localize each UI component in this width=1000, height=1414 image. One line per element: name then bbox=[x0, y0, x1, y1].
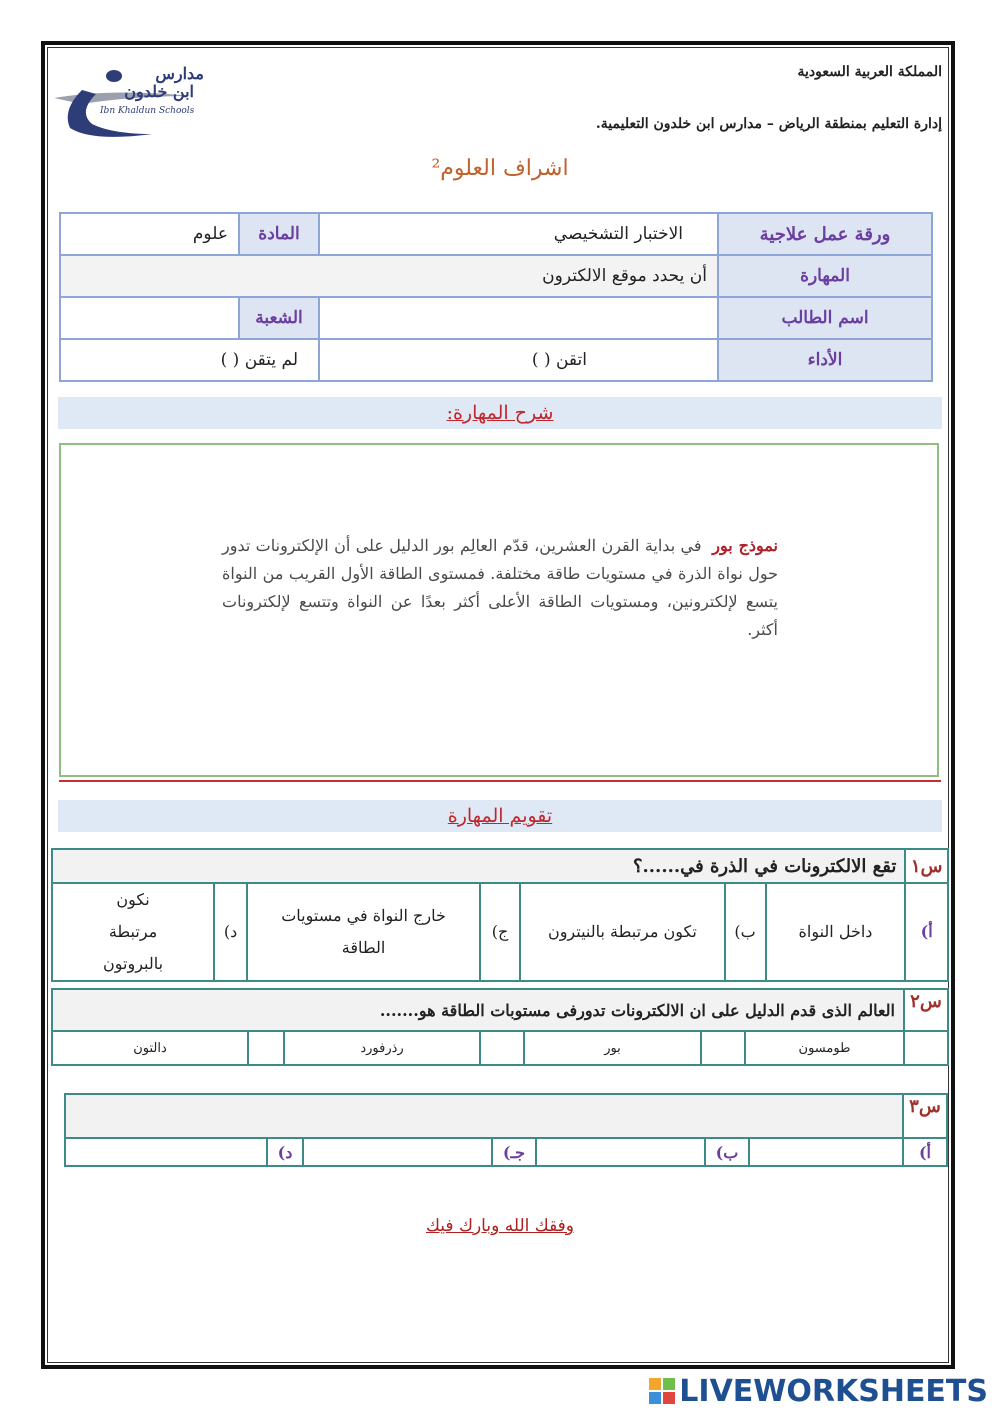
closing-blessing: وفقك الله وبارك فيك bbox=[425, 1216, 575, 1236]
divider-line bbox=[59, 780, 941, 782]
q3-option-d-letter: د) bbox=[267, 1138, 303, 1166]
q3-option-c-letter: جـ) bbox=[492, 1138, 536, 1166]
q3-option-d[interactable] bbox=[65, 1138, 267, 1166]
info-row-skill bbox=[60, 255, 932, 297]
skill-value: أن يحدد موقع الالكترون bbox=[60, 255, 718, 297]
question-2-options bbox=[52, 1031, 948, 1065]
test-name: الاختبار التشخيصي bbox=[319, 213, 718, 255]
q3-option-b-letter: ب) bbox=[705, 1138, 749, 1166]
q1-option-d-letter: د) bbox=[214, 883, 247, 981]
question-3-header bbox=[65, 1094, 947, 1138]
skill-label: المهارة bbox=[718, 255, 932, 297]
performance-label: الأداء bbox=[718, 339, 932, 381]
q3-option-b[interactable] bbox=[536, 1138, 705, 1166]
question-2-table bbox=[51, 988, 949, 1066]
bohr-model-keyword: نموذج بور bbox=[712, 536, 779, 555]
subject-label: المادة bbox=[239, 213, 319, 255]
question-1-options bbox=[52, 883, 948, 981]
info-row-student bbox=[60, 297, 932, 339]
q1-option-b-letter: ب) bbox=[725, 883, 766, 981]
question-2-number: س٢ bbox=[904, 989, 948, 1031]
school-logo bbox=[52, 62, 212, 142]
question-1-number: س١ bbox=[905, 849, 948, 883]
liveworksheets-brand[interactable] bbox=[649, 1374, 988, 1409]
student-name-field[interactable] bbox=[319, 297, 718, 339]
question-1-text: تقع الالكترونات في الذرة في......؟ bbox=[52, 849, 905, 883]
q2-option-d[interactable]: دالتون bbox=[52, 1031, 248, 1065]
info-row-performance bbox=[60, 339, 932, 381]
brand-text: LIVEWORKSHEETS bbox=[679, 1374, 988, 1409]
question-3-table bbox=[64, 1093, 948, 1167]
evaluation-heading: تقويم المهارة bbox=[58, 800, 942, 832]
kingdom-title: المملكة العربية السعودية bbox=[797, 64, 942, 80]
info-row-title bbox=[60, 213, 932, 255]
section-field[interactable] bbox=[60, 297, 239, 339]
q2-option-d-letter bbox=[248, 1031, 284, 1065]
supervision-title: اشراف العلوم² bbox=[431, 156, 569, 181]
q1-option-c-letter: ج) bbox=[480, 883, 520, 981]
logo-text-ibn-khaldun: ابن خلدون bbox=[124, 82, 194, 101]
q3-option-c[interactable] bbox=[303, 1138, 492, 1166]
q2-option-c-letter bbox=[480, 1031, 524, 1065]
mastered-option[interactable]: اتقن ( ) bbox=[319, 339, 718, 381]
worksheet-info-table bbox=[59, 212, 933, 382]
question-2-text: العالم الذى قدم الدليل على ان الالكترونات تدورفى مستوبات الطاقة هو....... bbox=[52, 989, 904, 1031]
question-1-table bbox=[51, 848, 949, 982]
student-name-label: اسم الطالب bbox=[718, 297, 932, 339]
q3-option-a-letter: أ) bbox=[903, 1138, 947, 1166]
q2-option-c[interactable]: رذرفورد bbox=[284, 1031, 480, 1065]
not-mastered-option[interactable]: لم يتقن ( ) bbox=[60, 339, 319, 381]
explanation-heading: شرح المهارة: bbox=[58, 397, 942, 429]
q2-option-b-letter bbox=[701, 1031, 745, 1065]
q2-option-b[interactable]: بور bbox=[524, 1031, 701, 1065]
subject-value: علوم bbox=[60, 213, 239, 255]
logo-text-english: Ibn Khaldun Schools bbox=[100, 106, 195, 116]
logo-text-madaris: مدارس bbox=[155, 64, 204, 83]
explanation-text bbox=[222, 532, 778, 644]
section-label: الشعبة bbox=[239, 297, 319, 339]
question-2-header bbox=[52, 989, 948, 1031]
q2-option-a[interactable]: طومسون bbox=[745, 1031, 904, 1065]
explanation-body: في بداية القرن العشرين، قدّم العالِم بور الدليل على أن الإلكترونات تدور حول نواة الذرة في مستويات طاقة مختلفة. فمستوى الطاقة الأول القريب من النواة يتسع لإلكترونين، ومستويات الطاقة الأعلى أكثر بعدًا عن النواة وتتسع لإلكترونات أكثر. bbox=[222, 536, 778, 639]
q1-option-a[interactable]: داخل النواة bbox=[766, 883, 906, 981]
question-3-options bbox=[65, 1138, 947, 1166]
liveworksheets-logo-icon bbox=[649, 1378, 675, 1404]
administration-title: إدارة التعليم بمنطقة الرياض – مدارس ابن خلدون التعليمية. bbox=[595, 116, 942, 132]
question-3-text[interactable] bbox=[65, 1094, 903, 1138]
worksheet-type-label: ورقة عمل علاجية bbox=[718, 213, 932, 255]
q2-option-a-letter bbox=[904, 1031, 948, 1065]
question-3-number: س٣ bbox=[903, 1094, 947, 1138]
q1-option-a-letter: أ) bbox=[905, 883, 948, 981]
question-1-header bbox=[52, 849, 948, 883]
q1-option-d[interactable]: نكون مرتبطة بالبروتون bbox=[52, 883, 214, 981]
q3-option-a[interactable] bbox=[749, 1138, 903, 1166]
q1-option-b[interactable]: تكون مرتبطة بالنيترون bbox=[520, 883, 724, 981]
q1-option-c[interactable]: خارج النواة في مستويات الطاقة bbox=[247, 883, 480, 981]
